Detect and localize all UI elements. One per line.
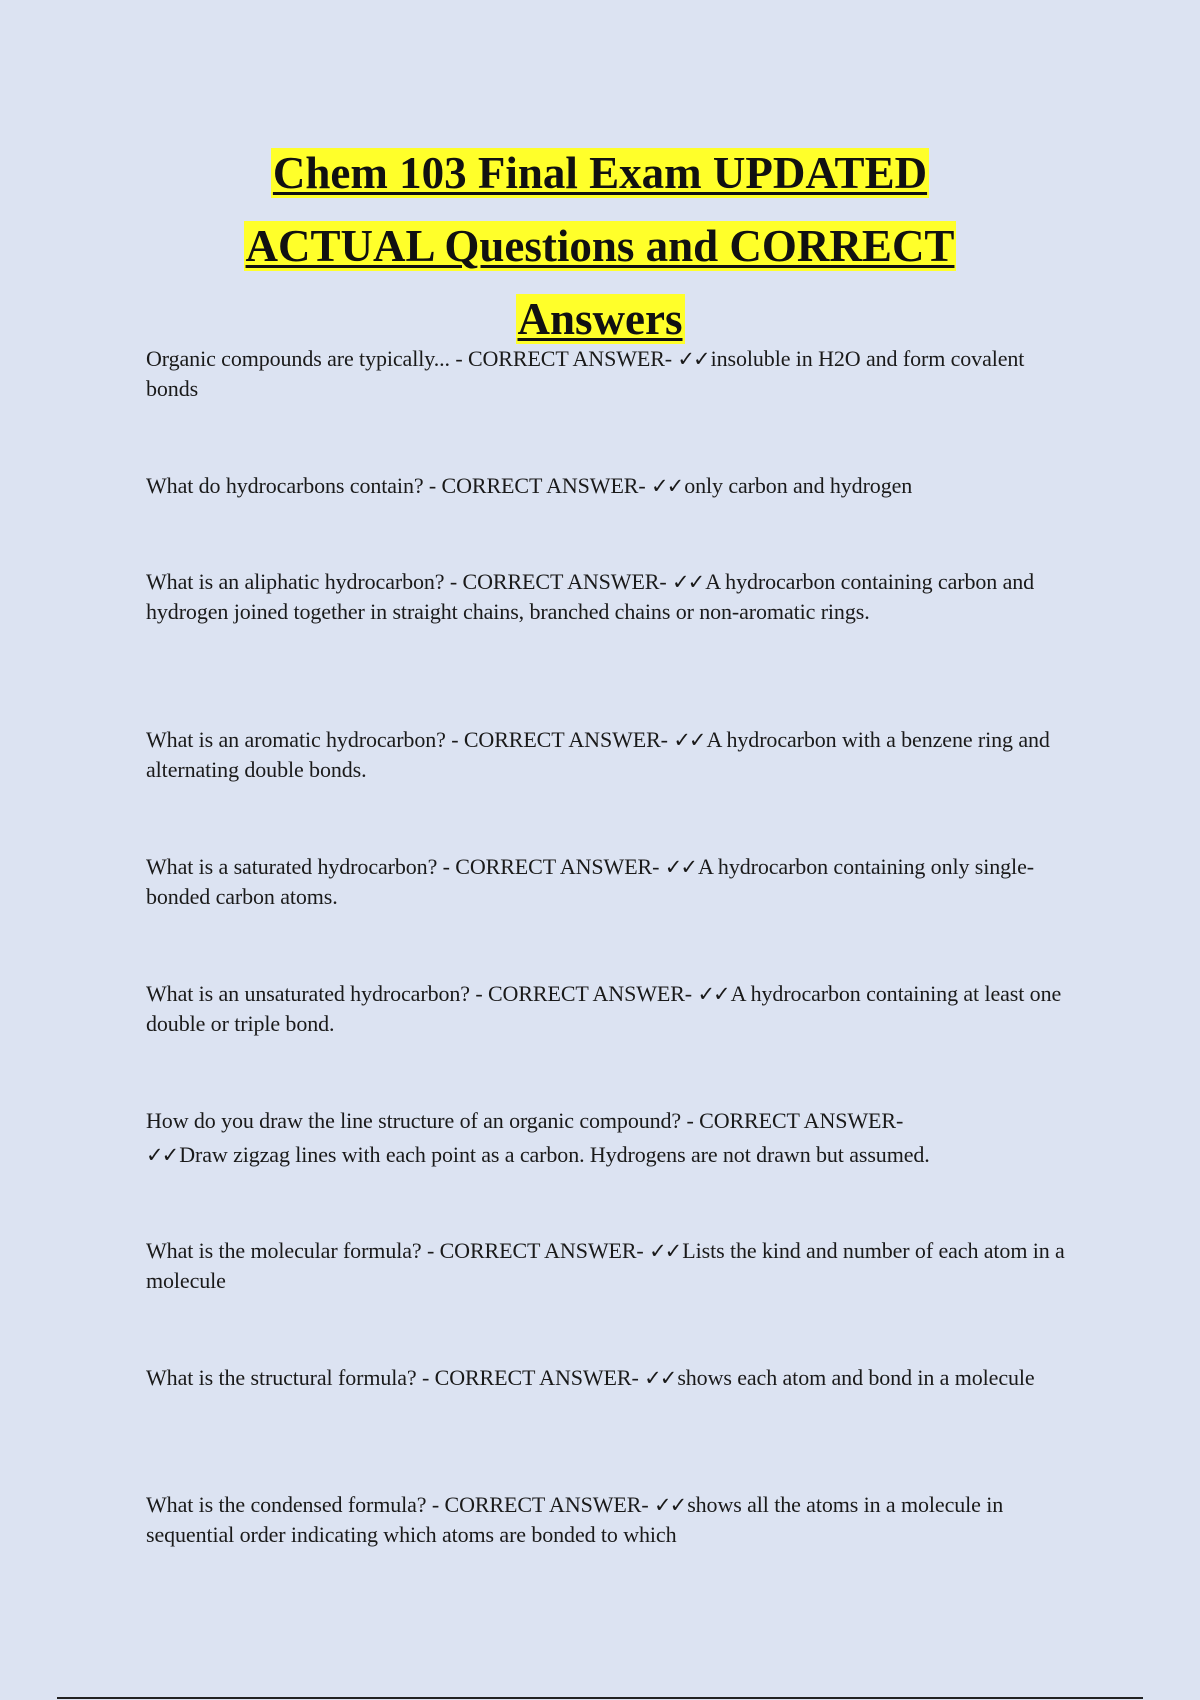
- answer-text: shows all the atoms in a molecule in sequential order indicating which atoms are bonded to which: [146, 1492, 1004, 1547]
- qa-item: [146, 1236, 1066, 1296]
- document-title: [0, 142, 1200, 361]
- double-check-icon: ✓✓: [146, 1143, 178, 1167]
- answer-text: A hydrocarbon with a benzene ring and alternating double bonds.: [146, 727, 1050, 782]
- title-text: Answers: [517, 294, 683, 344]
- question-text: What is an aromatic hydrocarbon?: [146, 727, 446, 752]
- answer-marker: - CORRECT ANSWER-: [686, 1108, 904, 1133]
- question-text: What is the molecular formula?: [146, 1238, 422, 1263]
- answer-marker: - CORRECT ANSWER-: [451, 727, 668, 752]
- answer-text: insoluble in H2O and form covalent bonds: [146, 346, 1025, 401]
- double-check-icon: ✓✓: [644, 1366, 676, 1390]
- answer-marker: - CORRECT ANSWER-: [431, 1492, 649, 1517]
- answer-text: Draw zigzag lines with each point as a carbon. Hydrogens are not drawn but assumed.: [179, 1142, 930, 1167]
- answer-text: A hydrocarbon containing only single-bonded carbon atoms.: [146, 854, 1034, 909]
- question-text: Organic compounds are typically...: [146, 346, 450, 371]
- double-check-icon: ✓✓: [653, 1493, 686, 1517]
- title-line: [0, 142, 1200, 215]
- answer-text: only carbon and hydrogen: [684, 473, 913, 498]
- answer-marker: - CORRECT ANSWER-: [449, 569, 667, 594]
- title-text: ACTUAL Questions and CORRECT: [245, 221, 955, 271]
- answer-marker: - CORRECT ANSWER-: [426, 1238, 644, 1263]
- qa-item: [146, 1104, 1066, 1172]
- answer-text: A hydrocarbon containing at least one double or triple bond.: [146, 981, 1062, 1036]
- answer-marker: - CORRECT ANSWER-: [455, 346, 673, 371]
- qa-item: [146, 471, 1066, 501]
- double-check-icon: ✓✓: [677, 347, 709, 371]
- question-text: What is an unsaturated hydrocarbon?: [146, 981, 470, 1006]
- question-text: What is the condensed formula?: [146, 1492, 427, 1517]
- answer-marker: - CORRECT ANSWER-: [428, 473, 646, 498]
- question-text: What is an aliphatic hydrocarbon?: [146, 569, 445, 594]
- question-text: How do you draw the line structure of an organic compound?: [146, 1108, 682, 1133]
- qa-item: [146, 344, 1066, 404]
- qa-item: [146, 852, 1066, 912]
- double-check-icon: ✓✓: [697, 982, 729, 1006]
- answer-text: shows each atom and bond in a molecule: [677, 1365, 1035, 1390]
- answer-text: A hydrocarbon containing carbon and hydrogen joined together in straight chains, branched chains or non-aromatic rings.: [146, 569, 1035, 624]
- double-check-icon: ✓✓: [649, 1239, 681, 1263]
- qa-item: [146, 979, 1066, 1039]
- question-text: What do hydrocarbons contain?: [146, 473, 424, 498]
- answer-marker: - CORRECT ANSWER-: [422, 1365, 639, 1390]
- qa-item: [146, 1490, 1066, 1550]
- qa-item: [146, 1363, 1066, 1393]
- answer-text: Lists the kind and number of each atom in a molecule: [146, 1238, 1065, 1293]
- qa-item: [146, 725, 1066, 785]
- double-check-icon: ✓✓: [664, 855, 696, 879]
- double-check-icon: ✓✓: [673, 728, 705, 752]
- qa-item: [146, 567, 1066, 627]
- title-text: Chem 103 Final Exam UPDATED: [272, 148, 928, 198]
- question-text: What is a saturated hydrocarbon?: [146, 854, 438, 879]
- answer-marker: - CORRECT ANSWER-: [475, 981, 693, 1006]
- bottom-divider: [57, 1697, 1143, 1699]
- double-check-icon: ✓✓: [672, 570, 704, 594]
- question-text: What is the structural formula?: [146, 1365, 417, 1390]
- double-check-icon: ✓✓: [651, 474, 683, 498]
- title-line: [0, 215, 1200, 288]
- answer-marker: - CORRECT ANSWER-: [442, 854, 660, 879]
